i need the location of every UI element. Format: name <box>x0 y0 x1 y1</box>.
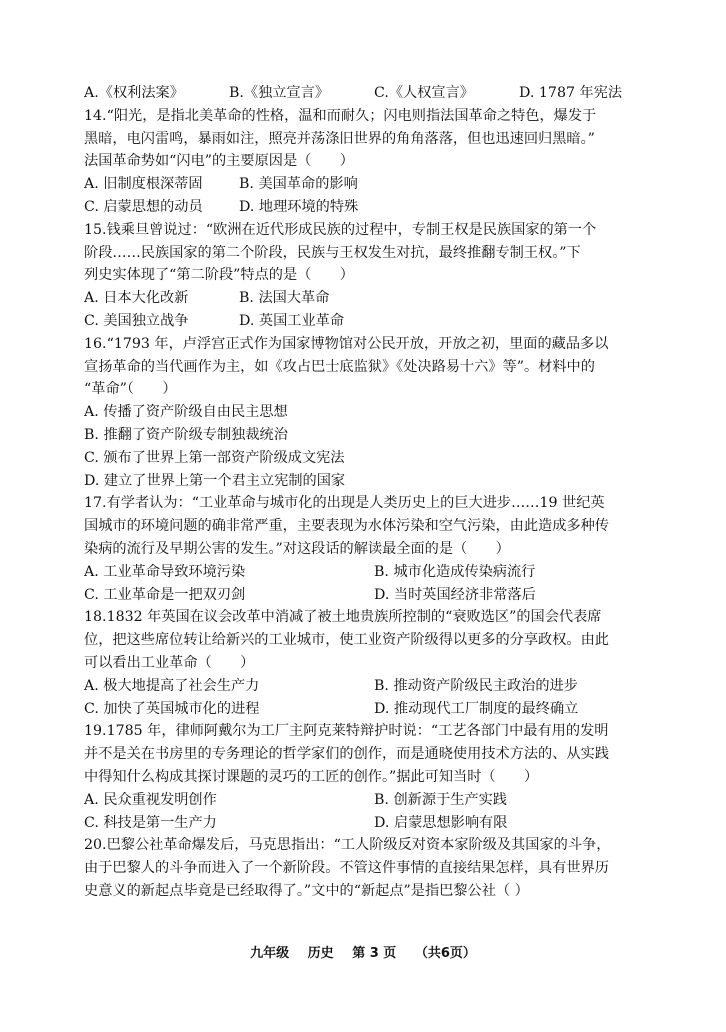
q15-stem-line: 阶段……民族国家的第二个阶段，民族与王权发生对抗，最终推翻专制王权。”下 <box>84 244 581 261</box>
q19-stem-line: 中得知什么构成其探讨课题的灵巧的工匠的创作。”据此可知当时（ ） <box>84 768 539 785</box>
q14-options-row <box>84 173 664 196</box>
q18-option-b: B. 推动资产阶级民主政治的进步 <box>374 677 578 694</box>
q20-stem-line: 20.巴黎公社革命爆发后，马克思指出：“工人阶级反对资本家阶级及其国家的斗争， <box>84 837 611 854</box>
q18-option-c: C. 加快了英国城市化的进程 <box>84 700 260 717</box>
q19-option-d: D. 启蒙思想影响有限 <box>374 814 508 831</box>
q17-stem-line: 国城市的环境问题的确非常严重，主要表现为水体污染和空气污染，由此造成多种传 <box>84 518 609 535</box>
q14-option-b: B. 美国革命的影响 <box>239 176 358 193</box>
q14-stem-line: 14.“阳光，是指北美革命的性格，温和而耐久；闪电则指法国革命之特色，爆发于 <box>84 107 597 124</box>
q15-option-d: D. 英国工业革命 <box>239 312 345 329</box>
q18-stem-line: 18.1832 年英国在议会改革中消减了被土地贵族所控制的“衰败选区”的国会代表席 <box>84 609 602 626</box>
q16-option-d: D. 建立了世界上第一个君主立宪制的国家 <box>84 472 346 489</box>
q19-options-row <box>84 812 664 835</box>
q13-option-b: B.《独立宣言》 <box>229 85 330 101</box>
q14-options-row <box>84 196 664 219</box>
q17-stem-line: 17.有学者认为：“工业革命与城市化的出现是人类历史上的巨大进步……19 世纪英 <box>84 495 605 512</box>
q16-stem-line: 16.“1793 年，卢浮宫正式作为国家博物馆对公民开放，开放之初，里面的藏品多以 <box>84 335 609 352</box>
q19-options-row <box>84 789 664 812</box>
q13-option-a: A.《权利法案》 <box>84 85 184 101</box>
q15-option-c: C. 美国独立战争 <box>84 312 189 329</box>
q15-option-a: A. 日本大化改新 <box>84 290 189 307</box>
q17-option-c: C. 工业革命是一把双刃剑 <box>84 586 246 603</box>
q19-option-b: B. 创新源于生产实践 <box>374 791 507 808</box>
q14-option-a: A. 旧制度根深蒂固 <box>84 176 203 193</box>
q17-stem-line: 染病的流行及早期公害的发生。”对这段话的解读最全面的是（ ） <box>84 540 510 557</box>
q13-option-c: C.《人权宣言》 <box>374 85 474 101</box>
q18-options-row <box>84 675 664 698</box>
question-20 <box>84 834 664 902</box>
question-14 <box>84 105 664 219</box>
q15-options-row <box>84 310 664 333</box>
q18-stem-line: 可以看出工业革命（ ） <box>84 654 255 671</box>
q17-option-b: B. 城市化造成传染病流行 <box>374 563 536 580</box>
question-15 <box>84 219 664 333</box>
question-18 <box>84 606 664 720</box>
q17-option-a: A. 工业革命导致环境污染 <box>84 563 246 580</box>
q20-stem-line: 由于巴黎人的斗争而进入了一个新阶段。不管这件事情的直接结果怎样，具有世界历 <box>84 860 609 877</box>
q14-option-d: D. 地理环境的特殊 <box>239 198 359 215</box>
q15-stem-line: 15.钱乘旦曾说过：“欧洲在近代形成民族的过程中，专制王权是民族国家的第一个 <box>84 221 597 238</box>
footer-subject: 历史 <box>307 946 334 961</box>
q13-options <box>84 82 664 105</box>
q18-options-row <box>84 698 664 721</box>
q15-stem-line: 列史实体现了“第二阶段”特点的是（ ） <box>84 267 354 284</box>
q16-option-b: B. 推翻了资产阶级专制独裁统治 <box>84 426 288 443</box>
q14-stem-line: 法国革命势如“闪电”的主要原因是（ ） <box>84 153 354 170</box>
question-16 <box>84 333 664 493</box>
question-19 <box>84 720 664 834</box>
footer-total-pages: （共6页） <box>414 946 476 961</box>
q16-option-a: A. 传播了资产阶级自由民主思想 <box>84 404 288 421</box>
footer-page-number: 第 3 页 <box>352 946 397 961</box>
q18-option-a: A. 极大地提高了社会生产力 <box>84 677 260 694</box>
q18-stem-line: 位，把这些席位转让给新兴的工业城市，使工业资产阶级得以更多的分享政权。由此 <box>84 632 609 649</box>
q15-options-row <box>84 287 664 310</box>
q13-option-d: D. 1787 年宪法 <box>519 85 623 101</box>
q19-stem-line: 并不是关在书房里的专务理论的哲学家们的创作，而是通晓使用技术方法的、从实践 <box>84 746 609 763</box>
question-17 <box>84 492 664 606</box>
q14-stem-line: 黑暗，电闪雷鸣，暴雨如注，照亮并荡涤旧世界的角角落落，但也迅速回归黑暗。” <box>84 130 595 147</box>
page-footer <box>0 942 726 961</box>
footer-grade: 九年级 <box>250 946 290 961</box>
questions <box>84 82 664 903</box>
q15-option-b: B. 法国大革命 <box>239 290 330 307</box>
q16-stem-line: 宣扬革命的当代画作为主，如《攻占巴士底监狱》《处决路易十六》等”。材料中的 <box>84 358 595 375</box>
q16-stem-line: “革命”（ ） <box>84 381 177 398</box>
q18-option-d: D. 推动现代工厂制度的最终确立 <box>374 700 579 717</box>
q17-options-row <box>84 561 664 584</box>
q19-option-c: C. 科技是第一生产力 <box>84 814 217 831</box>
q19-option-a: A. 民众重视发明创作 <box>84 791 217 808</box>
q17-option-d: D. 当时英国经济非常落后 <box>374 586 536 603</box>
q17-options-row <box>84 584 664 607</box>
q14-option-c: C. 启蒙思想的动员 <box>84 198 203 215</box>
q16-option-c: C. 颁布了世界上第一部资产阶级成文宪法 <box>84 449 345 466</box>
q19-stem-line: 19.1785 年，律师阿戴尔为工厂主阿克莱特辩护时说：“工艺各部门中最有用的发明 <box>84 723 609 740</box>
q20-stem-line: 史意义的新起点毕竟是已经取得了。”文中的“新起点”是指巴黎公社（ ） <box>84 882 529 899</box>
